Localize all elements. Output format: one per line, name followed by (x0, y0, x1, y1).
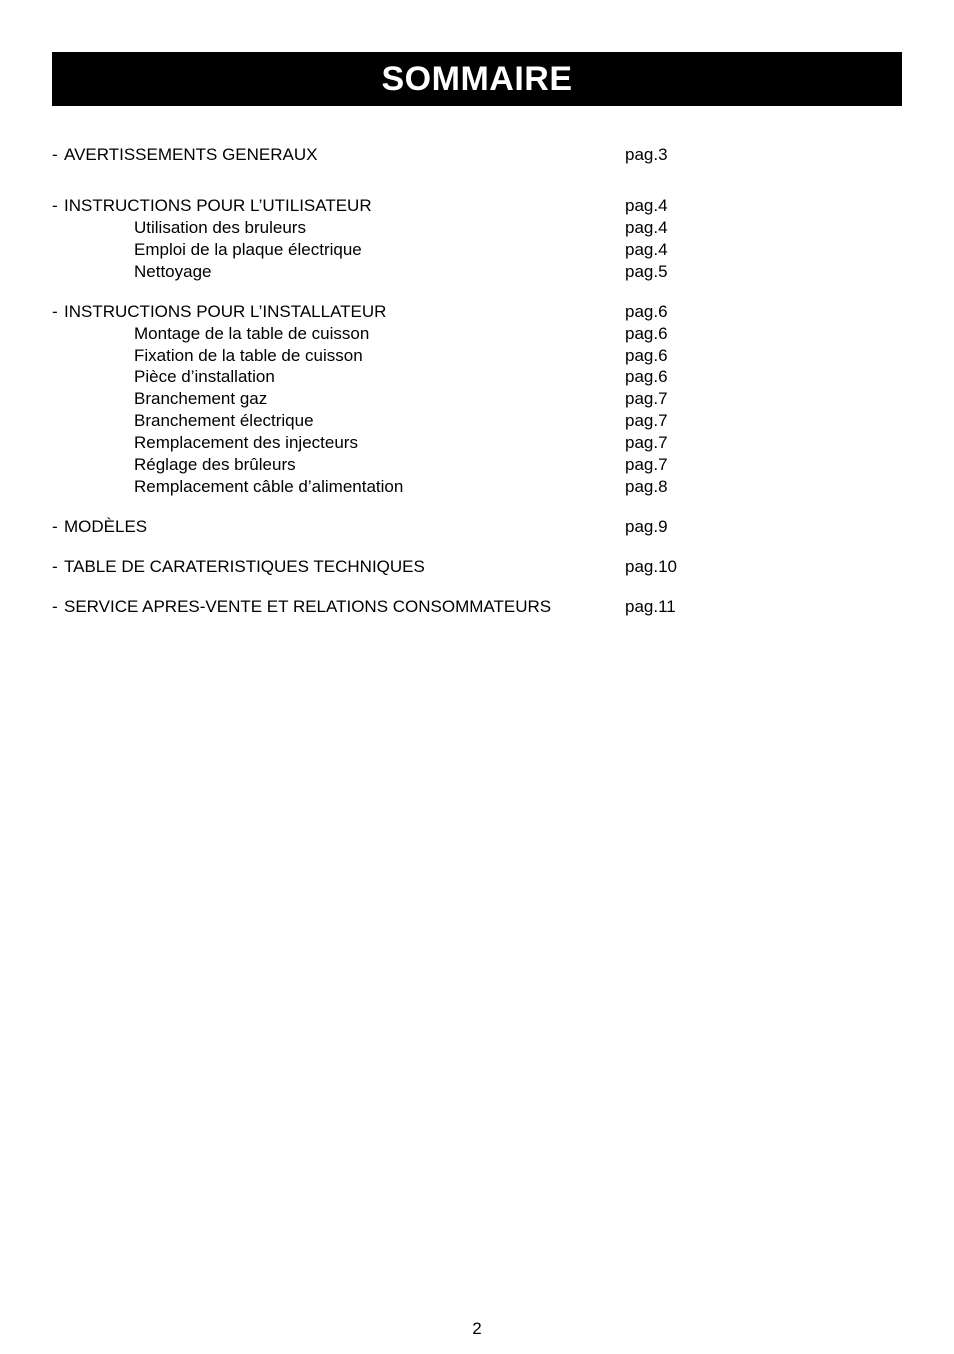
toc-label: TABLE DE CARATERISTIQUES TECHNIQUES (64, 557, 425, 576)
toc-section-service-apres-vente[interactable] (52, 596, 752, 618)
toc-subitem-branchement-gaz[interactable] (52, 388, 752, 410)
toc-label: Réglage des brûleurs (134, 455, 296, 474)
list-dash: - (52, 145, 58, 164)
toc-label: Remplacement des injecteurs (134, 433, 358, 452)
toc-page-ref: pag.4 (625, 240, 668, 259)
page-title: SOMMAIRE (381, 59, 573, 98)
toc-page-ref: pag.10 (625, 557, 677, 576)
toc-page-ref: pag.7 (625, 411, 668, 430)
list-dash: - (52, 517, 58, 536)
toc-page-ref: pag.6 (625, 324, 668, 343)
toc-page-ref: pag.4 (625, 196, 668, 215)
toc-label: Pièce d’installation (134, 367, 275, 386)
page-number: 2 (472, 1319, 482, 1338)
list-dash: - (52, 196, 58, 215)
toc-label: Remplacement câble d’alimentation (134, 477, 404, 496)
toc-section-caracteristiques[interactable] (52, 556, 752, 578)
toc-section-utilisateur[interactable] (52, 195, 752, 217)
toc-page-ref: pag.7 (625, 433, 668, 452)
toc-section-avertissements[interactable] (52, 144, 752, 166)
toc-subitem-fixation[interactable] (52, 345, 752, 367)
toc-subitem-injecteurs[interactable] (52, 432, 752, 454)
toc-label: Fixation de la table de cuisson (134, 346, 363, 365)
toc-subitem-piece-installation[interactable] (52, 366, 752, 388)
title-banner (52, 52, 902, 106)
toc-subitem-utilisation-bruleurs[interactable] (52, 217, 752, 239)
toc-page-ref: pag.9 (625, 517, 668, 536)
toc-page-ref: pag.8 (625, 477, 668, 496)
toc-subitem-branchement-electrique[interactable] (52, 410, 752, 432)
toc-subitem-reglage-bruleurs[interactable] (52, 454, 752, 476)
toc-section-installateur[interactable] (52, 301, 752, 323)
list-dash: - (52, 302, 58, 321)
toc-label: Utilisation des bruleurs (134, 218, 306, 237)
toc-page-ref: pag.6 (625, 367, 668, 386)
toc-section-modeles[interactable] (52, 516, 752, 538)
toc-subitem-plaque-electrique[interactable] (52, 239, 752, 261)
list-dash: - (52, 597, 58, 616)
toc-page-ref: pag.7 (625, 455, 668, 474)
toc-subitem-nettoyage[interactable] (52, 261, 752, 283)
toc-label: SERVICE APRES-VENTE ET RELATIONS CONSOMMATEURS (64, 597, 552, 616)
toc-page-ref: pag.3 (625, 145, 668, 164)
toc-page-ref: pag.7 (625, 389, 668, 408)
toc-label: Montage de la table de cuisson (134, 324, 370, 343)
toc-label: Emploi de la plaque électrique (134, 240, 362, 259)
list-dash: - (52, 557, 58, 576)
toc-page-ref: pag.11 (625, 597, 676, 616)
toc-page-ref: pag.6 (625, 302, 668, 321)
toc-label: Branchement gaz (134, 389, 268, 408)
toc-subitem-montage[interactable] (52, 323, 752, 345)
toc-label: INSTRUCTIONS POUR L’UTILISATEUR (64, 196, 372, 215)
toc-page-ref: pag.4 (625, 218, 668, 237)
toc-subitem-cable-alimentation[interactable] (52, 476, 752, 498)
toc-page-ref: pag.5 (625, 262, 668, 281)
toc-page-ref: pag.6 (625, 346, 668, 365)
toc-label: AVERTISSEMENTS GENERAUX (64, 145, 318, 164)
toc-label: INSTRUCTIONS POUR L’INSTALLATEUR (64, 302, 387, 321)
toc-label: Branchement électrique (134, 411, 314, 430)
toc-label: Nettoyage (134, 262, 212, 281)
toc-label: MODÈLES (64, 517, 148, 536)
